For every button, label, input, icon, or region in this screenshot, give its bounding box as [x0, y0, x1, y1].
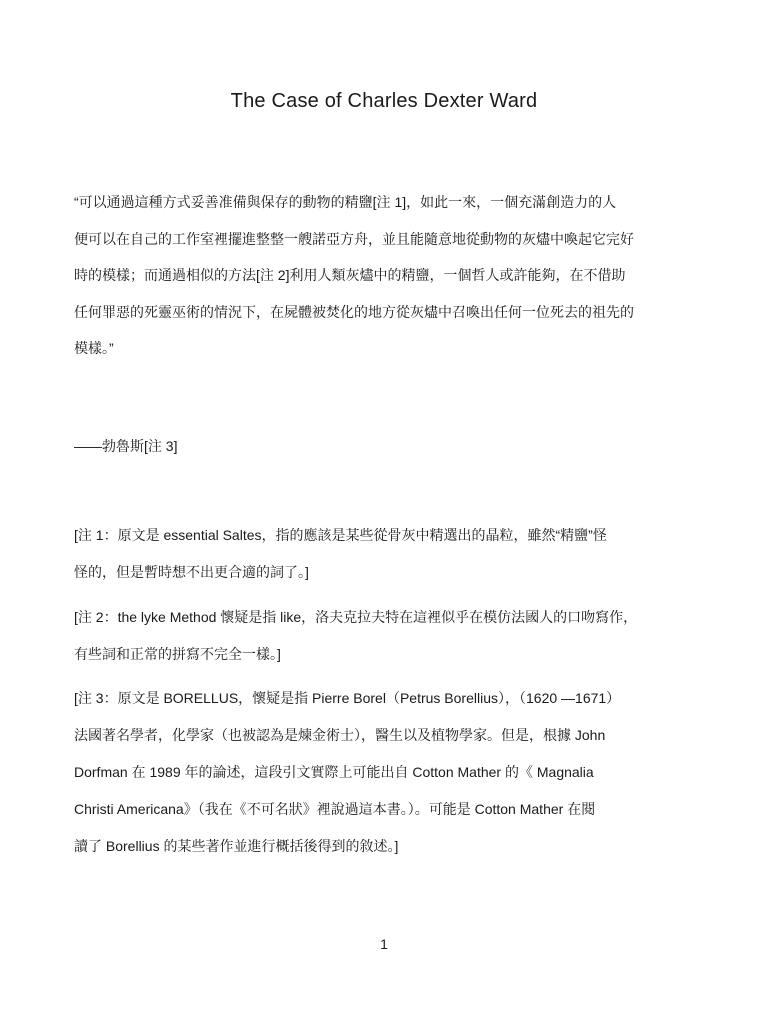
footnote-3 — [74, 686, 698, 871]
note-line: 怪的，但是暫時想不出更合適的詞了。] — [74, 564, 309, 580]
quote-line: 任何罪惡的死靈巫術的情況下，在屍體被焚化的地方從灰燼中召喚出任何一位死去的祖先的 — [74, 303, 634, 320]
quote-line: 模樣。” — [74, 340, 114, 357]
note-line: 讀了 Borellius 的某些著作並進行概括後得到的敘述。] — [74, 838, 399, 854]
note-line: [注 3：原文是 BORELLUS，懷疑是指 Pierre Borel（Petrus Borellius），（1620 —1671） — [74, 690, 621, 706]
quote-line: 便可以在自己的工作室裡擺進整整一艘諾亞方舟，並且能隨意地從動物的灰燼中喚起它完好 — [74, 230, 634, 247]
note-line: Christi Americana》（我在《不可名狀》裡說過這本書。）。可能是 Cotton Mather 在閱 — [74, 801, 596, 817]
note-line: [注 2：the lyke Method 懷疑是指 like，洛夫克拉夫特在這裡似乎在模仿法國人的口吻寫作， — [74, 609, 638, 625]
footnote-1 — [74, 523, 698, 597]
note-line: [注 1：原文是 essential Saltes，指的應該是某些從骨灰中精選出的晶粒，雖然“精鹽”怪 — [74, 527, 607, 543]
note-line: Dorfman 在 1989 年的論述，這段引文實際上可能出自 Cotton Mather 的《 Magnalia — [74, 764, 594, 780]
quote-line: 時的模樣；而通過相似的方法[注 2]利用人類灰燼中的精鹽，一個哲人或許能夠，在不借助 — [74, 267, 626, 284]
page-number: 1 — [380, 936, 388, 952]
document-title: The Case of Charles Dexter Ward — [230, 90, 538, 112]
note-line: 有些詞和正常的拼寫不完全一樣。] — [74, 646, 281, 662]
attribution-text: ——勃魯斯[注 3] — [74, 438, 178, 454]
quote-line: “可以通過這種方式妥善准備與保存的動物的精鹽[注 1]，如此一來，一個充滿創造力的人 — [74, 194, 617, 210]
epigraph-quote — [74, 190, 698, 373]
footnote-2 — [74, 605, 698, 679]
quote-attribution — [74, 434, 698, 458]
note-line: 法國著名學者，化學家（也被認為是煉金術士），醫生以及植物學家。但是，根據 John — [74, 727, 606, 743]
